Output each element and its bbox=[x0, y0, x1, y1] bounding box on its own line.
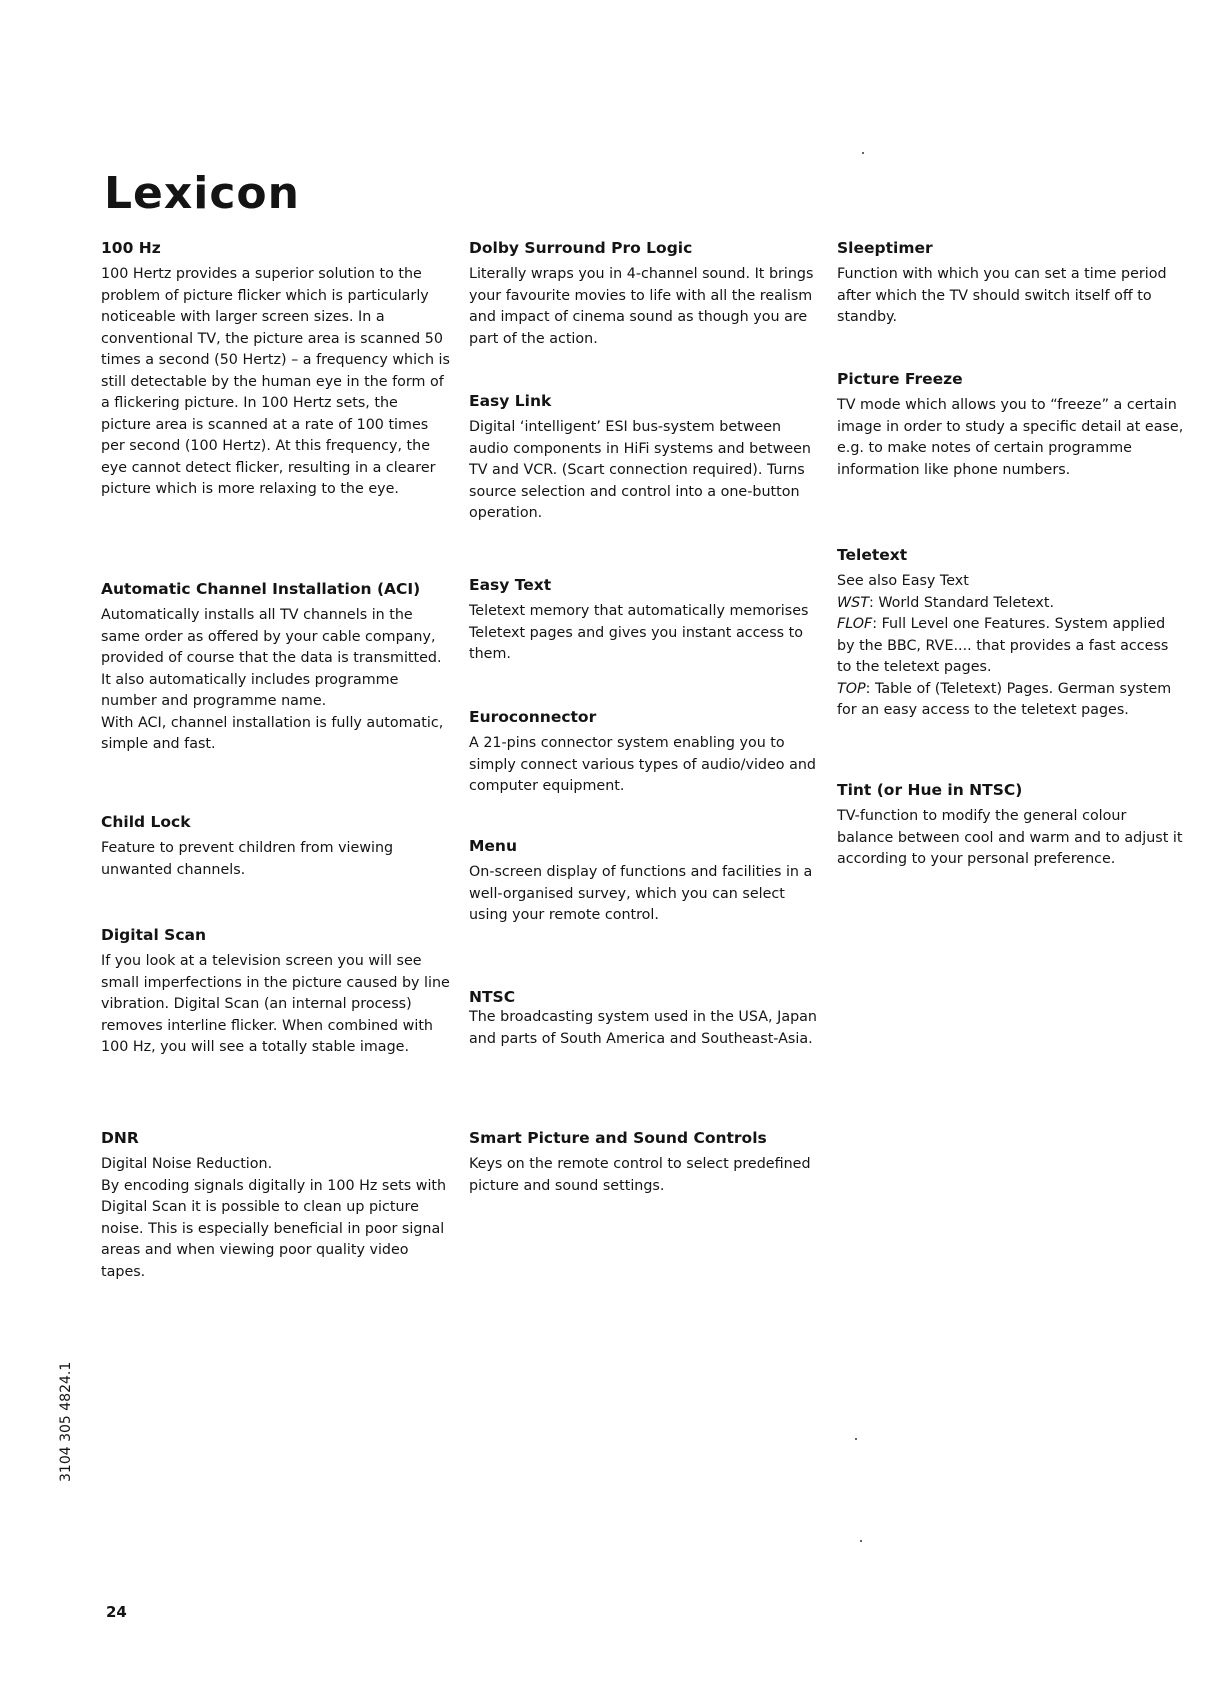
lexicon-entry bbox=[469, 391, 819, 525]
entry-text bbox=[837, 593, 1187, 615]
entry-text: The broadcasting system used in the USA, Japan and parts of South America and Southeast-Asia. bbox=[469, 1009, 817, 1047]
lexicon-entry bbox=[101, 812, 451, 881]
entry-heading: NTSC bbox=[469, 988, 516, 1006]
entry-text: TV mode which allows you to “freeze” a certain image in order to study a specific detail at ease, e.g. to make notes of certain programme information like phone numbers. bbox=[837, 397, 1184, 478]
term-wst-text: : World Standard Teletext. bbox=[868, 594, 1055, 611]
entry-text: By encoding signals digitally in 100 Hz sets with Digital Scan it is possible to clean up picture noise. This is especially beneficial in poor signal areas and when viewing poor quality video tapes. bbox=[101, 1177, 447, 1280]
page-title: Lexicon bbox=[104, 168, 300, 219]
entry-body bbox=[101, 1154, 451, 1283]
entry-heading: Teletext bbox=[837, 546, 908, 564]
entry-text: Digital Noise Reduction. bbox=[101, 1156, 273, 1172]
lexicon-entry bbox=[469, 707, 819, 798]
entry-text: Teletext memory that automatically memorises Teletext pages and gives you instant access to them. bbox=[469, 603, 809, 662]
entry-text: If you look at a television screen you will see small imperfections in the picture caused by line vibration. Digital Scan (an internal process) removes interline flicker. When combined with 100 Hz, you will see a totally stable image. bbox=[101, 953, 450, 1055]
entry-heading: Digital Scan bbox=[101, 926, 207, 944]
entry-body bbox=[837, 806, 1187, 871]
lexicon-entry bbox=[469, 987, 819, 1050]
entry-text: TV-function to modify the general colour balance between cool and warm and to adjust it according to your personal preference. bbox=[837, 808, 1183, 867]
lexicon-entry bbox=[469, 1128, 819, 1197]
entry-heading: Child Lock bbox=[101, 813, 191, 831]
entry-text: Keys on the remote control to select predefined picture and sound settings. bbox=[469, 1156, 811, 1194]
entry-text bbox=[837, 679, 1187, 722]
entry-body bbox=[469, 862, 819, 927]
term-flof-text: : Full Level one Features. System applied by the BBC, RVE.... that provides a fast access to the teletext pages. bbox=[837, 616, 1169, 675]
entry-heading: Tint (or Hue in NTSC) bbox=[837, 781, 1023, 799]
entry-text: Feature to prevent children from viewing unwanted channels. bbox=[101, 840, 394, 878]
term-flof: FLOF bbox=[837, 616, 873, 632]
entry-text: See also Easy Text bbox=[837, 573, 969, 589]
entry-heading: Menu bbox=[469, 837, 518, 855]
entry-heading: DNR bbox=[101, 1129, 139, 1147]
term-top: TOP bbox=[837, 680, 866, 697]
lexicon-entry bbox=[837, 369, 1187, 481]
entry-text: Function with which you can set a time period after which the TV should switch itself off to standby. bbox=[837, 266, 1167, 325]
entry-body bbox=[469, 1154, 819, 1197]
entry-text: Literally wraps you in 4-channel sound. It brings your favourite movies to life with all the realism and impact of cinema sound as though you are part of the action. bbox=[469, 266, 814, 347]
entry-body bbox=[469, 417, 819, 525]
entry-heading: Easy Text bbox=[469, 576, 552, 594]
entry-body bbox=[837, 264, 1187, 329]
entry-body bbox=[837, 571, 1187, 722]
entry-heading: 100 Hz bbox=[101, 239, 161, 257]
entry-heading: Picture Freeze bbox=[837, 370, 963, 388]
entry-heading: Dolby Surround Pro Logic bbox=[469, 239, 693, 257]
lexicon-entry bbox=[101, 579, 451, 756]
entry-text: A 21-pins connector system enabling you to simply connect various types of audio/video and computer equipment. bbox=[469, 735, 816, 794]
entry-body bbox=[469, 264, 819, 350]
lexicon-entry bbox=[837, 545, 1187, 722]
term-top-text: : Table of (Teletext) Pages. German system for an easy access to the teletext pages. bbox=[837, 680, 1172, 718]
entry-body bbox=[101, 838, 451, 881]
entry-text: With ACI, channel installation is fully automatic, simple and fast. bbox=[101, 714, 444, 752]
scan-speck bbox=[860, 1540, 862, 1542]
entry-text bbox=[837, 614, 1187, 679]
entry-body bbox=[469, 1007, 819, 1050]
lexicon-entry bbox=[837, 238, 1187, 329]
entry-body bbox=[469, 601, 819, 666]
lexicon-entry bbox=[469, 575, 819, 666]
page-number: 24 bbox=[106, 1603, 127, 1621]
scan-speck bbox=[855, 1438, 857, 1440]
lexicon-entry bbox=[469, 238, 819, 350]
entry-body bbox=[469, 733, 819, 798]
entry-heading: Smart Picture and Sound Controls bbox=[469, 1129, 767, 1147]
entry-heading: Easy Link bbox=[469, 392, 552, 410]
lexicon-entry bbox=[837, 780, 1187, 871]
lexicon-entry bbox=[101, 925, 451, 1059]
entry-heading: Sleeptimer bbox=[837, 239, 933, 257]
entry-text: On-screen display of functions and facilities in a well-organised survey, which you can select using your remote control. bbox=[469, 864, 813, 923]
entry-heading: Automatic Channel Installation (ACI) bbox=[101, 580, 421, 598]
entry-text: 100 Hertz provides a superior solution to the problem of picture flicker which is particularly noticeable with larger screen sizes. In a conventional TV, the picture area is scanned 50 times a second (50 Hertz) – a frequency which is still detectable by the human eye in the form of a flickering picture. In 100 Hertz sets, the picture area is scanned at a rate of 100 times per second (100 Hertz). At this frequency, the eye cannot detect flicker, resulting in a clearer picture which is more relaxing to the eye. bbox=[101, 266, 450, 497]
entry-body bbox=[101, 951, 451, 1059]
entry-body bbox=[837, 395, 1187, 481]
lexicon-entry bbox=[101, 238, 451, 501]
document-code: 3104 305 4824.1 bbox=[58, 1361, 74, 1482]
entry-text: Digital ‘intelligent’ ESI bus-system between audio components in HiFi systems and between TV and VCR. (Scart connection required). Turns source selection and control into a one-button operation. bbox=[469, 419, 811, 521]
lexicon-entry bbox=[101, 1128, 451, 1283]
entry-text: Automatically installs all TV channels in the same order as offered by your cable company, provided of course that the data is transmitted. It also automatically includes programme number and programme name. bbox=[101, 607, 442, 709]
lexicon-entry bbox=[469, 836, 819, 927]
entry-body bbox=[101, 264, 451, 501]
entry-body bbox=[101, 605, 451, 756]
term-wst: WST bbox=[837, 594, 869, 611]
entry-heading: Euroconnector bbox=[469, 708, 597, 726]
scan-speck bbox=[862, 152, 864, 154]
